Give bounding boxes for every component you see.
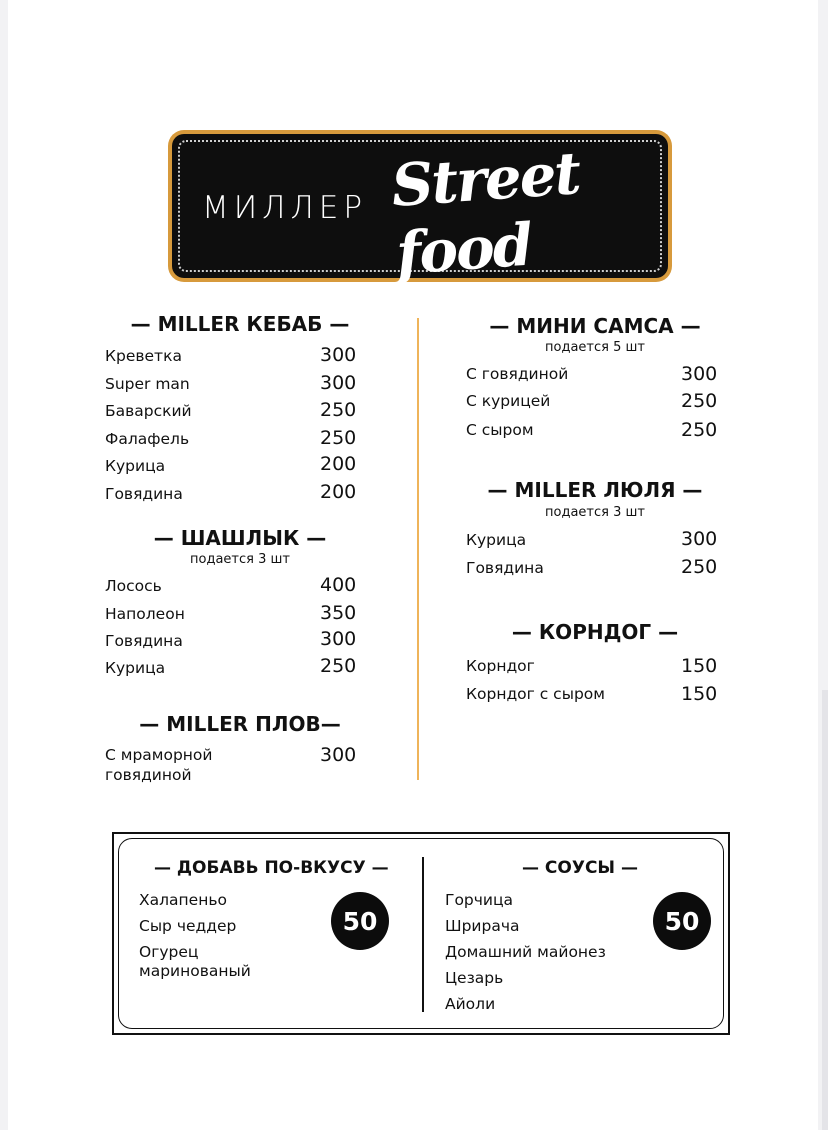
extras-item: маринованый — [139, 962, 251, 980]
menu-item-price: 250 — [681, 556, 718, 578]
menu-item-name: Курица — [105, 457, 166, 475]
menu-item-name: С мраморной — [105, 746, 213, 764]
menu-item-name: Говядина — [105, 632, 183, 650]
sauce-item: Домашний майонез — [445, 943, 606, 961]
sauce-item: Цезарь — [445, 969, 504, 987]
logo-brand-name: МИЛЛЕР — [202, 190, 368, 226]
extras-item: Халапеньо — [139, 891, 227, 909]
menu-item-price: 250 — [681, 419, 718, 441]
shashlik-section-title: — ШАШЛЫК — — [153, 526, 327, 550]
menu-item-price: 200 — [320, 481, 357, 503]
menu-item-name: Баварский — [105, 402, 192, 420]
menu-item-price: 300 — [320, 744, 357, 766]
menu-item-price: 350 — [320, 602, 357, 624]
menu-item-name: Говядина — [466, 559, 544, 577]
menu-item-price: 150 — [681, 683, 718, 705]
menu-page — [8, 0, 818, 1130]
menu-item-price: 250 — [320, 427, 357, 449]
menu-item-price: 250 — [681, 390, 718, 412]
lyulya-section-title: — MILLER ЛЮЛЯ — — [487, 478, 703, 502]
menu-item-price: 150 — [681, 655, 718, 677]
extras-item: Сыр чеддер — [139, 917, 237, 935]
menu-item-name: Корндог — [466, 657, 535, 675]
menu-item-price: 300 — [681, 528, 718, 550]
extras-box-inner — [118, 838, 724, 1029]
box-divider — [422, 857, 424, 1012]
shashlik-section-subtitle: подается 3 шт — [190, 552, 290, 567]
scroll-edge — [822, 690, 828, 1130]
menu-item-name: Наполеон — [105, 605, 185, 623]
extras-price-badge: 50 — [331, 892, 389, 950]
menu-item-name: Креветка — [105, 347, 182, 365]
menu-item-name: Курица — [105, 659, 166, 677]
menu-item-price: 250 — [320, 399, 357, 421]
menu-item-name: Super man — [105, 375, 190, 393]
sauces-section-title: — СОУСЫ — — [522, 858, 638, 878]
samsa-section-subtitle: подается 5 шт — [545, 340, 645, 355]
menu-item-name: Говядина — [105, 485, 183, 503]
plov-section-title: — MILLER ПЛОВ— — [139, 712, 341, 736]
logo-script-text: Street food — [389, 139, 582, 288]
corndog-section-title: — КОРНДОГ — — [511, 620, 679, 644]
extras-item: Огурец — [139, 943, 199, 961]
menu-item-price: 400 — [320, 574, 357, 596]
sauces-price-badge: 50 — [653, 892, 711, 950]
extras-box — [112, 832, 730, 1035]
logo-banner — [168, 130, 672, 288]
menu-item-price: 200 — [320, 453, 357, 475]
menu-item-price: 300 — [681, 363, 718, 385]
menu-item-price: 250 — [320, 655, 357, 677]
menu-item-price: 300 — [320, 344, 357, 366]
column-divider — [417, 318, 419, 780]
lyulya-section-subtitle: подается 3 шт — [545, 505, 645, 520]
sauce-item: Горчица — [445, 891, 514, 909]
samsa-section-title: — МИНИ САМСА — — [489, 314, 701, 338]
menu-item-price: 300 — [320, 372, 357, 394]
menu-item-name: С говядиной — [466, 365, 569, 383]
menu-item-name: говядиной — [105, 766, 192, 784]
menu-item-name: Корндог с сыром — [466, 685, 605, 703]
menu-item-name: Лосось — [105, 577, 162, 595]
menu-item-name: С курицей — [466, 392, 551, 410]
sauce-item: Айоли — [445, 995, 496, 1013]
kebab-section-title: — MILLER КЕБАБ — — [130, 312, 350, 336]
menu-item-name: Курица — [466, 531, 527, 549]
sauce-item: Шрирача — [445, 917, 520, 935]
extras-section-title: — ДОБАВЬ ПО-ВКУСУ — — [154, 858, 389, 878]
menu-item-price: 300 — [320, 628, 357, 650]
logo-background — [172, 134, 668, 288]
menu-item-name: Фалафель — [105, 430, 190, 448]
menu-item-name: С сыром — [466, 421, 534, 439]
